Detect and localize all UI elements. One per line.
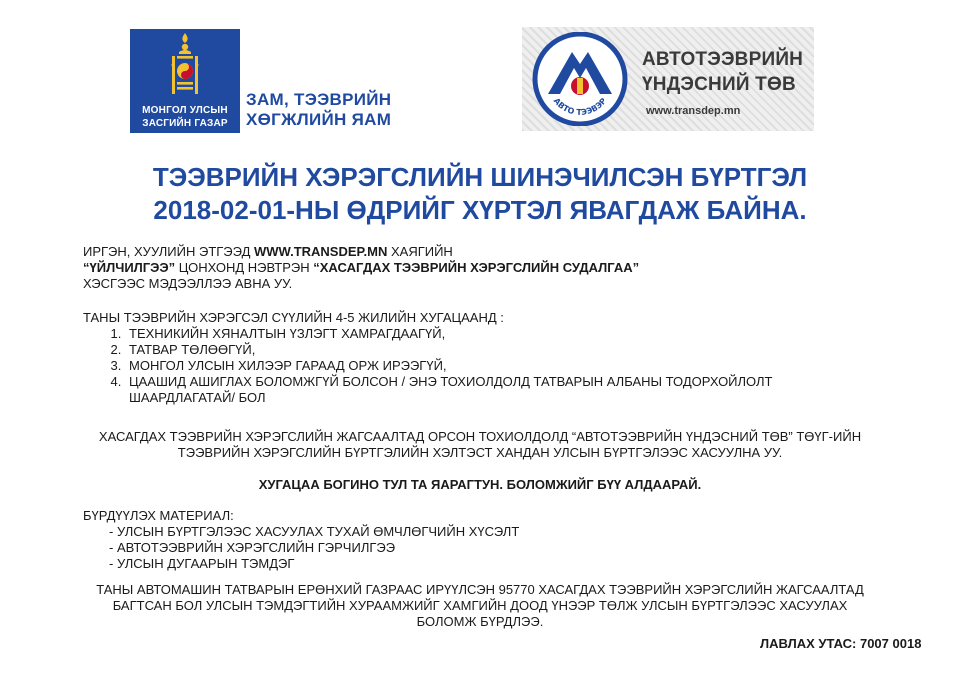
notice-paragraph xyxy=(40,429,920,461)
intro-paragraph xyxy=(83,244,639,292)
headline xyxy=(40,161,920,227)
conditions-section xyxy=(83,310,773,406)
headline-line1: ТЭЭВРИЙН ХЭРЭГСЛИЙН ШИНЭЧИЛСЭН БҮРТГЭЛ xyxy=(152,162,808,192)
service-window-name: “ҮЙЛЧИЛГЭЭ” xyxy=(83,260,176,275)
transdep-name xyxy=(642,47,812,97)
material-item: - АВТОТЭЭВРИЙН ХЭРЭГСЛИЙН ГЭРЧИЛГЭЭ xyxy=(109,540,396,555)
condition-item xyxy=(125,374,773,406)
materials-title: БҮРДҮҮЛЭХ МАТЕРИАЛ: xyxy=(83,508,234,523)
intro-text: ИРГЭН, ХУУЛИЙН ЭТГЭЭД xyxy=(83,244,254,259)
transdep-url: www.transdep.mn xyxy=(646,105,741,117)
transdep-logo xyxy=(522,27,814,131)
material-item: - УЛСЫН ДУГААРЫН ТЭМДЭГ xyxy=(109,556,295,571)
headline-line2: 2018-02-01-НЫ ӨДРИЙГ ХҮРТЭЛ ЯВАГДАЖ БАЙНА. xyxy=(153,195,807,225)
ministry-name xyxy=(246,90,436,130)
conditions-list xyxy=(83,326,773,406)
notice-line1: ХАСАГДАХ ТЭЭВРИЙН ХЭРЭГСЛИЙН ЖАГСААЛТАД ОРСОН ТОХИОЛДОЛД “АВТОТЭЭВРИЙН ҮНДЭСНИЙ ТӨВ” ТӨҮГ-ИЙН xyxy=(98,429,862,444)
condition-item-continuation: ШААРДЛАГАТАЙ/ БОЛ xyxy=(129,390,266,405)
condition-item: 1. ТЕХНИКИЙН ХЯНАЛТЫН ҮЗЛЭГТ ХАМРАГДААГҮЙ, xyxy=(125,326,773,342)
closing-paragraph xyxy=(40,582,920,630)
transdep-badge-icon xyxy=(528,32,632,126)
survey-section-name: “ХАСАГДАХ ТЭЭВРИЙН ХЭРЭГСЛИЙН СУДАЛГАА” xyxy=(313,260,640,275)
closing-line2: БАГТСАН БОЛ УЛСЫН ТЭМДЭГТИЙН ХУРААМЖИЙГ ХАМГИЙН ДООД ҮНЭЭР ТӨЛЖ УЛСЫН БҮРТГЭЛЭЭС ХАСУУЛАХ xyxy=(112,598,848,613)
ministry-line1: ЗАМ, ТЭЭВРИЙН xyxy=(246,90,392,109)
intro-text: ХАЯГИЙН xyxy=(387,244,453,259)
intro-line3: ХЭСГЭЭС МЭДЭЭЛЛЭЭ АВНА УУ. xyxy=(83,276,293,291)
materials-list xyxy=(83,524,519,572)
closing-line1: ТАНЫ АВТОМАШИН ТАТВАРЫН ЕРӨНХИЙ ГАЗРААС ИРҮҮЛСЭН 95770 ХАСАГДАХ ТЭЭВРИЙН ХЭРЭГСЛИЙН ЖАГСААЛТАД xyxy=(96,582,864,597)
ministry-line2: ХӨГЖЛИЙН ЯАМ xyxy=(246,110,392,129)
urgent-notice: ХУГАЦАА БОГИНО ТУЛ ТА ЯАРАГТУН. БОЛОМЖИЙГ БҮҮ АЛДААРАЙ. xyxy=(258,477,702,492)
material-item: - УЛСЫН БҮРТГЭЛЭЭС ХАСУУЛАХ ТУХАЙ ӨМЧЛӨГЧИЙН ХҮСЭЛТ xyxy=(109,524,520,539)
materials-section xyxy=(83,508,519,572)
transdep-name-line1: АВТОТЭЭВРИЙН xyxy=(642,49,804,70)
condition-item-text: ЦААШИД АШИГЛАХ БОЛОМЖГҮЙ БОЛСОН / ЭНЭ ТОХИОЛДОЛД ТАТВАРЫН АЛБАНЫ ТОДОРХОЙЛОЛТ xyxy=(129,374,773,389)
contact-phone: ЛАВЛАХ УТАС: 7007 0018 xyxy=(760,636,922,651)
gov-logo-line2: ЗАСГИЙН ГАЗАР xyxy=(142,118,228,129)
badge-text: АВТО ТЭЭВЭР xyxy=(551,96,609,117)
gov-logo-line1: МОНГОЛ УЛСЫН xyxy=(142,105,228,116)
intro-text: ЦОНХОНД НЭВТРЭН xyxy=(175,260,314,275)
condition-item: 2. ТАТВАР ТӨЛӨӨГҮЙ, xyxy=(125,342,773,358)
government-emblem-logo xyxy=(130,29,240,133)
website-link-text: WWW.TRANSDEP.MN xyxy=(253,244,388,259)
intro-line1 xyxy=(83,244,639,260)
condition-item: 3. МОНГОЛ УЛСЫН ХИЛЭЭР ГАРААД ОРЖ ИРЭЭГҮЙ, xyxy=(125,358,773,374)
closing-line3: БОЛОМЖ БҮРДЛЭЭ. xyxy=(416,614,544,629)
transdep-name-line2: ҮНДЭСНИЙ ТӨВ xyxy=(642,74,796,95)
intro-line2 xyxy=(83,260,639,276)
notice-line2: ТЭЭВРИЙН ХЭРЭГСЛИЙН БҮРТГЭЛИЙН ХЭЛТЭСТ ХАНДАН УЛСЫН БҮРТГЭЛЭЭС ХАСУУЛНА УУ. xyxy=(177,445,783,460)
conditions-title: ТАНЫ ТЭЭВРИЙН ХЭРЭГСЭЛ СҮҮЛИЙН 4-5 ЖИЛИЙН ХУГАЦААНД : xyxy=(83,310,504,325)
